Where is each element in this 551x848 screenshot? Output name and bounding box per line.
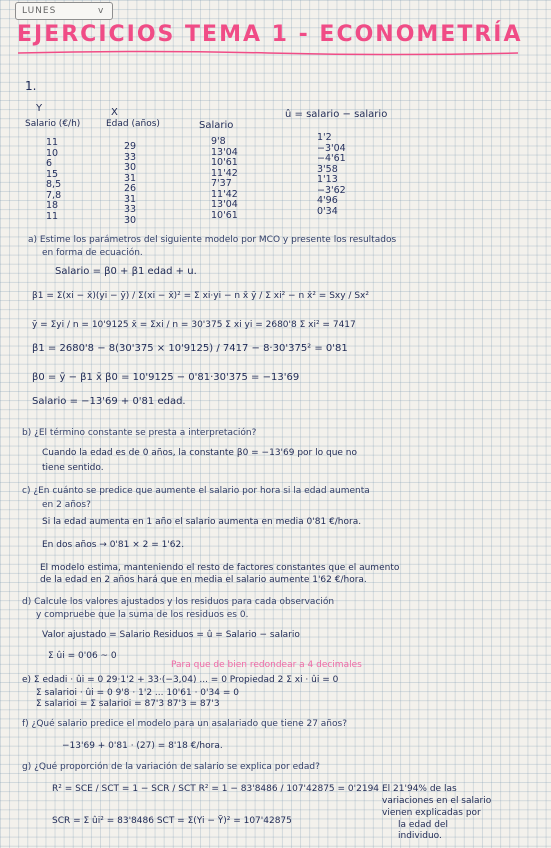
cell: 11 xyxy=(46,210,59,222)
answer-d-2: Σ ûi = 0'06 ~ 0 xyxy=(48,651,117,661)
question-d: d) Calcule los valores ajustados y los residuos para cada observación xyxy=(22,597,335,607)
scr-sct-values: SCR = Σ ûi² = 83'8486 SCT = Σ(Yi − Ȳ)² = 107'42875 xyxy=(52,816,292,826)
answer-c-4: de la edad en 2 años hará que en media el salario aumente 1'62 €/hora. xyxy=(40,575,367,585)
cell: 10 xyxy=(46,147,59,159)
cell: 13'04 xyxy=(211,146,238,158)
cell: 31 xyxy=(124,193,137,205)
question-c-cont: en 2 años? xyxy=(42,500,91,510)
cell: 33 xyxy=(124,204,137,215)
cell: 30 xyxy=(124,162,137,173)
question-b: b) ¿El término constante se presta a interpretación? xyxy=(22,428,257,438)
conclusion-3: vienen explicadas por xyxy=(382,808,481,818)
x-letter: X xyxy=(111,107,118,118)
cell: 31 xyxy=(124,172,137,184)
cell: 1'2 xyxy=(317,132,332,143)
col-header-edad: Edad (años) xyxy=(106,119,160,129)
question-a-cont: en forma de ecuación. xyxy=(42,248,143,258)
cell: 8,5 xyxy=(46,179,62,190)
answer-c-3: El modelo estima, manteniendo el resto de factores constantes que el aumento xyxy=(40,563,400,573)
cell: −3'04 xyxy=(317,142,346,154)
cell: 29 xyxy=(124,141,137,152)
title-underline xyxy=(18,50,518,56)
cell: 7,8 xyxy=(46,189,62,201)
cell: 26 xyxy=(124,183,137,194)
answer-b: Cuando la edad es de 0 años, la constante β0 = −13'69 por lo que no xyxy=(42,448,358,458)
cell: 10'61 xyxy=(211,209,238,221)
cell: 0'34 xyxy=(317,205,338,217)
conclusion-1: El 21'94% de las xyxy=(382,784,457,794)
beta1-formula: β1 = Σ(xi − x̄)(yi − ȳ) / Σ(xi − x̄)² = Σ xi·yi − n x̄ ȳ / Σ xi² − n x̄² = Sxy / Sx² xyxy=(32,291,369,301)
cell: 33 xyxy=(124,151,137,163)
conclusion-4: la edad del xyxy=(398,820,448,830)
answer-e-3: Σ salarioi = Σ salarioi = 87'3 87'3 = 87'3 xyxy=(36,699,220,709)
cell: 4'96 xyxy=(317,195,338,206)
cell: 11'42 xyxy=(211,167,238,179)
col-header-salario: Salario (€/h) xyxy=(25,119,81,129)
cell: −4'61 xyxy=(317,153,346,164)
question-d-cont: y compruebe que la suma de los residuos es 0. xyxy=(36,610,249,620)
column-salario xyxy=(46,138,61,222)
col-header-residuo: û = salario − salario xyxy=(285,109,388,120)
means-line: ȳ = Σyi / n = 10'9125 x̄ = Σxi / n = 30'375 Σ xi yi = 2680'8 Σ xi² = 7417 xyxy=(32,320,356,330)
column-edad xyxy=(124,142,136,226)
answer-f: −13'69 + 0'81 · (27) = 8'18 €/hora. xyxy=(62,741,223,751)
answer-e-2: Σ salarioi · ûi = 0 9'8 · 1'2 ... 10'61 · 0'34 = 0 xyxy=(36,688,239,698)
cell: 10'61 xyxy=(211,157,238,168)
y-letter: Y xyxy=(36,103,43,114)
beta1-value: β1 = 2680'8 − 8(30'375 × 10'9125) / 7417 − 8·30'375² = 0'81 xyxy=(32,343,348,354)
cell: 11 xyxy=(46,137,59,148)
cell: 30 xyxy=(124,214,137,226)
fitted-equation: Salario = −13'69 + 0'81 edad. xyxy=(32,396,186,407)
cell: 11'42 xyxy=(211,188,238,200)
model-equation: Salario = β0 + β1 edad + u. xyxy=(55,266,197,277)
pink-annotation: Para que de bien redondear a 4 decimales xyxy=(171,660,362,670)
answer-b-cont: tiene sentido. xyxy=(42,463,104,473)
answer-c-1: Si la edad aumenta en 1 año el salario aumenta en media 0'81 €/hora. xyxy=(42,517,362,527)
tab-label: LUNES xyxy=(22,6,57,16)
cell: 7'37 xyxy=(211,178,232,189)
r2-formula: R² = SCE / SCT = 1 − SCR / SCT R² = 1 − 83'8486 / 107'42875 = 0'2194 xyxy=(52,784,380,794)
chevron-down-icon: v xyxy=(98,6,104,16)
answer-c-2: En dos años → 0'81 × 2 = 1'62. xyxy=(42,540,185,550)
problem-number: 1. xyxy=(25,79,37,93)
cell: 6 xyxy=(46,158,53,169)
column-salario-hat xyxy=(211,137,238,221)
question-a: a) Estime los parámetros del siguiente modelo por MCO y presente los resultados xyxy=(28,235,397,245)
question-f: f) ¿Qué salario predice el modelo para un asalariado que tiene 27 años? xyxy=(22,719,347,729)
cell: 15 xyxy=(46,168,59,180)
answer-d-1: Valor ajustado = Salario Residuos = û = Salario − salario xyxy=(42,630,300,640)
day-tab xyxy=(15,2,113,20)
question-g: g) ¿Qué proporción de la variación de salario se explica por edad? xyxy=(22,762,320,772)
cell: 18 xyxy=(46,200,59,211)
col-header-salario-hat: Salario xyxy=(199,120,234,131)
cell: 13'04 xyxy=(211,199,238,210)
conclusion-2: variaciones en el salario xyxy=(382,796,492,806)
page-title: EJERCICIOS TEMA 1 - ECONOMETRÍA xyxy=(17,22,523,47)
question-c: c) ¿En cuánto se predice que aumente el salario por hora si la edad aumenta xyxy=(22,486,370,496)
conclusion-5: individuo. xyxy=(398,831,442,841)
beta0-value: β0 = ȳ − β1 x̄ β0 = 10'9125 − 0'81·30'375 = −13'69 xyxy=(32,372,300,383)
cell: −3'62 xyxy=(317,184,346,196)
cell: 3'58 xyxy=(317,163,338,175)
cell: 9'8 xyxy=(211,136,226,147)
column-residuo xyxy=(317,133,346,217)
cell: 1'13 xyxy=(317,174,338,185)
answer-e-1: e) Σ edadi · ûi = 0 29·1'2 + 33·(−3,04) ... = 0 Propiedad 2 Σ xi · ûi = 0 xyxy=(22,675,339,685)
